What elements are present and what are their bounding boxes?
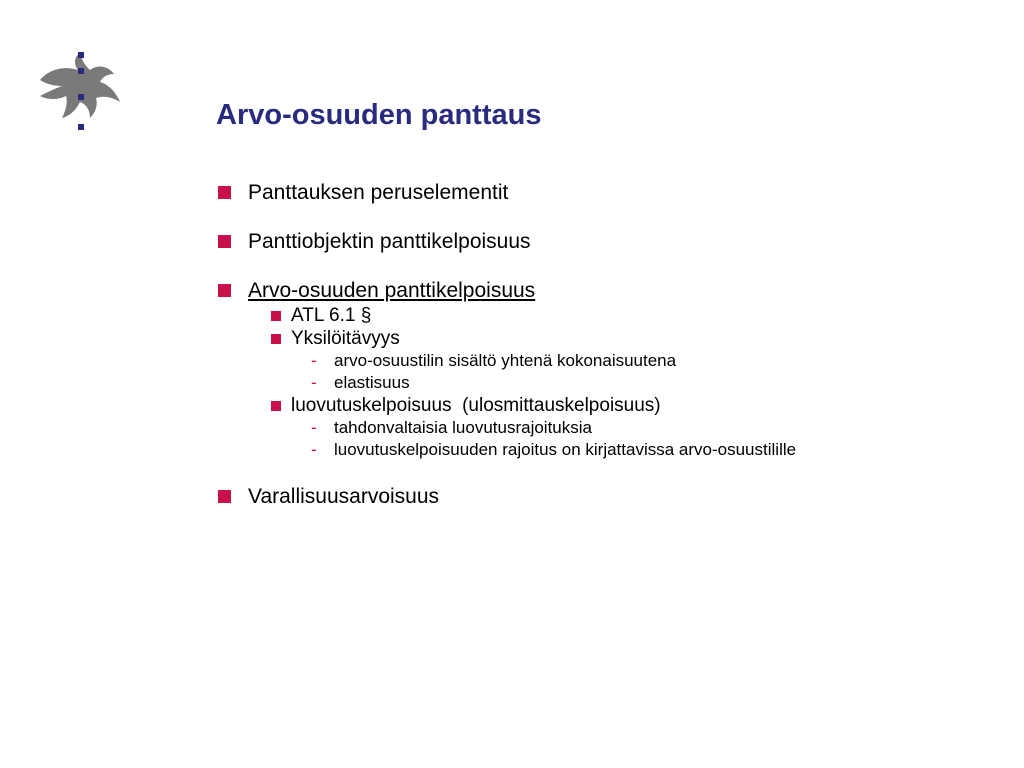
- dash-item: [218, 372, 998, 394]
- bullet-item: [218, 180, 998, 206]
- bullet-item: [218, 484, 998, 510]
- dash-item: [218, 439, 998, 461]
- sub-bullet-item: [218, 327, 998, 350]
- square-bullet-icon: [218, 235, 231, 248]
- square-bullet-icon: [271, 334, 281, 344]
- dash-item-text: elastisuus: [334, 373, 410, 392]
- bullet-text: Arvo-osuuden panttikelpoisuus: [248, 279, 536, 302]
- sub-bullet-item: [218, 304, 998, 327]
- square-bullet-icon: [271, 311, 281, 321]
- dash-item-text: arvo-osuustilin sisältö yhtenä kokonaisuutena: [334, 351, 677, 370]
- bullet-text: Panttauksen peruselementit: [248, 181, 509, 204]
- sub-bullet-text: Yksilöitävyys: [291, 328, 400, 349]
- square-bullet-icon: [218, 284, 231, 297]
- slide-title: Arvo-osuuden panttaus: [216, 99, 542, 131]
- university-flame-logo-icon: [36, 48, 126, 136]
- dash-bullet: -: [311, 351, 317, 370]
- dash-item-text: tahdonvaltaisia luovutusrajoituksia: [334, 418, 592, 437]
- square-bullet-icon: [218, 186, 231, 199]
- square-bullet-icon: [271, 401, 281, 411]
- bullet-item: [218, 278, 998, 304]
- sub-bullet-text: ATL 6.1 §: [291, 305, 372, 326]
- sub-bullet-text: luovutuskelpoisuus (ulosmittauskelpoisuus): [291, 395, 661, 416]
- dash-bullet: -: [311, 418, 317, 437]
- dash-item-text: luovutuskelpoisuuden rajoitus on kirjattavissa arvo-osuustilille: [334, 440, 797, 459]
- dash-item: [218, 350, 998, 372]
- dash-bullet: -: [311, 373, 317, 392]
- dash-item: [218, 417, 998, 439]
- square-bullet-icon: [218, 490, 231, 503]
- bullet-text: Varallisuusarvoisuus: [248, 485, 440, 508]
- bullet-item: [218, 229, 998, 255]
- dash-bullet: -: [311, 440, 317, 459]
- sub-bullet-item: [218, 394, 998, 417]
- slide-content: [218, 180, 998, 510]
- bullet-text: Panttiobjektin panttikelpoisuus: [248, 230, 531, 253]
